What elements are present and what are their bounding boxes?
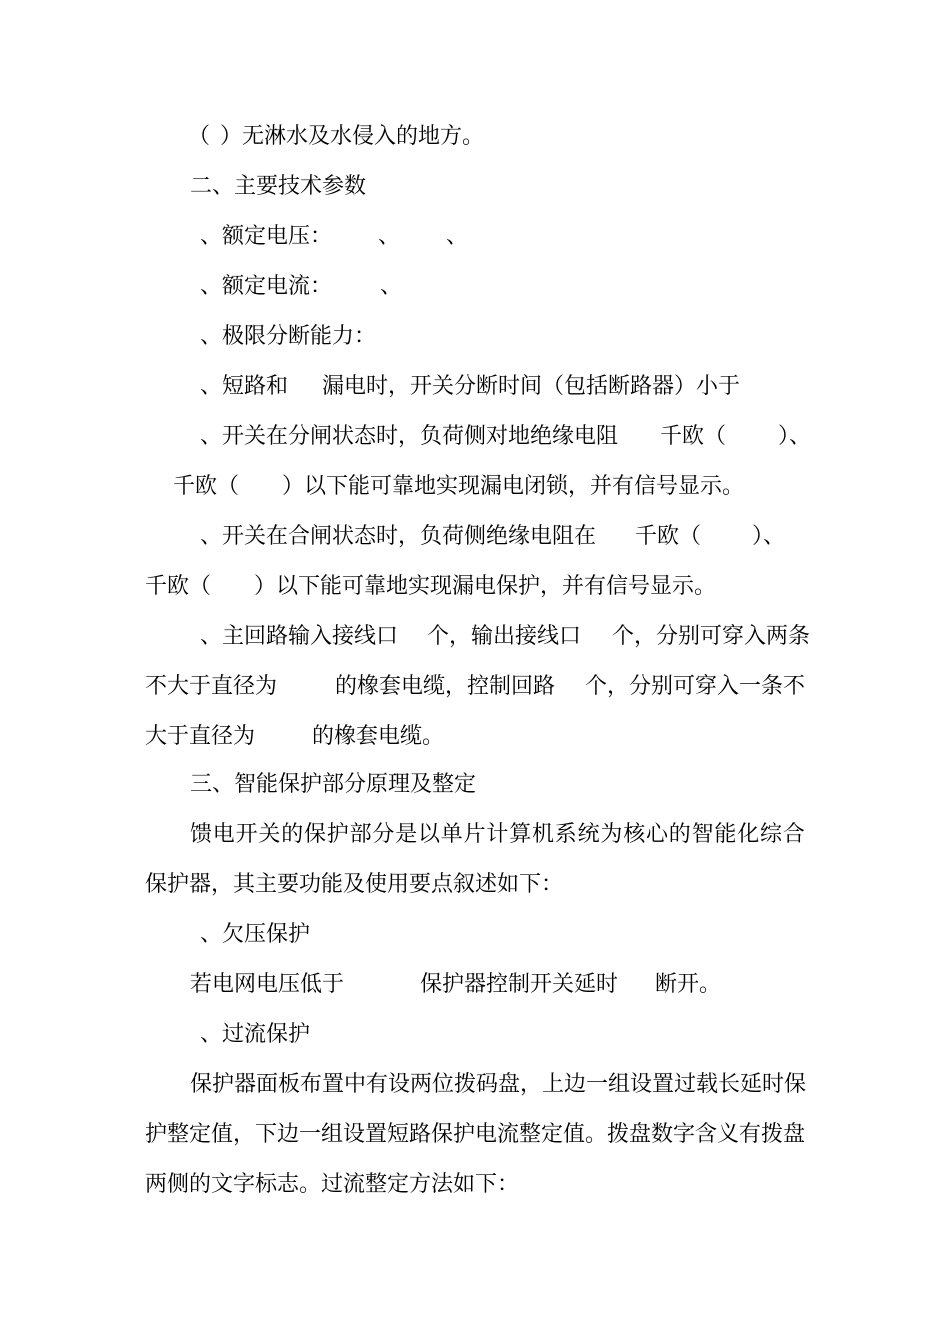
paragraph-intro-line-1: [0, 824, 950, 846]
heading-text: 二、主要技术参数: [190, 174, 367, 199]
line-breaking-capacity: [0, 326, 950, 348]
text-segment: ）、: [778, 424, 812, 449]
line-leakage-protection: [0, 576, 950, 598]
text-segment: ）无淋水及水侵入的地方。: [220, 124, 485, 149]
line-rated-current: [0, 276, 950, 298]
text-segment: 护整定值，下边一组设置短路保护电流整定值。拨盘数字含义有拨盘: [145, 1122, 806, 1147]
text-segment: 、过流保护: [200, 1022, 311, 1047]
text-segment: 、: [378, 224, 401, 249]
line-leakage-lockout: [0, 476, 950, 498]
text-segment: 不大于直径为: [145, 674, 278, 699]
text-segment: 、开关在合闸状态时，负荷侧绝缘电阻在: [200, 524, 597, 549]
text-segment: 、: [446, 224, 469, 249]
text-segment: 千欧（: [173, 474, 240, 499]
paragraph-overcurrent-line-2: [0, 1124, 950, 1146]
subheading-undervoltage: [0, 924, 950, 946]
text-segment: 、: [380, 274, 403, 299]
subheading-overcurrent: [0, 1024, 950, 1046]
section-heading-tech-params: [0, 176, 950, 198]
text-segment: 千欧（: [635, 524, 702, 549]
heading-text: 三、智能保护部分原理及整定: [190, 772, 477, 797]
line-closed-state-resistance: [0, 526, 950, 548]
text-segment: 个，输出接线口: [427, 624, 582, 649]
text-segment: 大于直径为: [145, 724, 256, 749]
text-segment: 个，分别可穿入两条: [612, 624, 811, 649]
text-segment: 、极限分断能力：: [200, 324, 377, 349]
text-segment: 馈电开关的保护部分是以单片计算机系统为核心的智能化综合: [190, 822, 806, 847]
text-segment: 保护器面板布置中有设两位拨码盘，上边一组设置过载长延时保: [190, 1072, 807, 1097]
text-segment: 千欧（: [145, 574, 212, 599]
text-segment: 保护器，其主要功能及使用要点叙述如下：: [145, 872, 564, 897]
text-segment: （: [188, 124, 211, 149]
text-segment: 的橡套电缆。: [312, 724, 445, 749]
paragraph-intro-line-2: [0, 874, 950, 896]
text-segment: ）、: [752, 524, 786, 549]
text-segment: 的橡套电缆，控制回路: [335, 674, 556, 699]
text-segment: 、额定电流：: [200, 274, 333, 299]
text-segment: ）以下能可靠地实现漏电闭锁，并有信号显示。: [282, 474, 745, 499]
paragraph-overcurrent-line-3: [0, 1174, 950, 1196]
text-segment: 若电网电压低于: [190, 972, 345, 997]
text-segment: 保护器控制开关延时: [420, 972, 619, 997]
line-environment-condition: [0, 126, 950, 148]
line-cable-diameter: [0, 676, 950, 698]
text-segment: 、欠压保护: [200, 922, 311, 947]
line-break-time: [0, 376, 950, 398]
text-segment: 、额定电压：: [200, 224, 333, 249]
paragraph-overcurrent-line-1: [0, 1074, 950, 1096]
line-open-state-resistance: [0, 426, 950, 448]
text-segment: 、开关在分闸状态时，负荷侧对地绝缘电阻: [200, 424, 619, 449]
line-rated-voltage: [0, 226, 950, 248]
text-segment: 、主回路输入接线口: [200, 624, 399, 649]
text-segment: 两侧的文字标志。过流整定方法如下：: [145, 1172, 520, 1197]
text-segment: ）以下能可靠地实现漏电保护，并有信号显示。: [254, 574, 717, 599]
text-segment: 个，分别可穿入一条不: [585, 674, 806, 699]
text-segment: 千欧（: [660, 424, 727, 449]
section-heading-smart-protection: [0, 774, 950, 796]
text-segment: 漏电时，开关分断时间（包括断路器）小于: [322, 374, 741, 399]
text-segment: 断开。: [655, 972, 722, 997]
text-segment: 、短路和: [200, 374, 289, 399]
line-control-cable: [0, 726, 950, 748]
line-undervoltage-desc: [0, 974, 950, 996]
line-main-circuit-ports: [0, 626, 950, 648]
